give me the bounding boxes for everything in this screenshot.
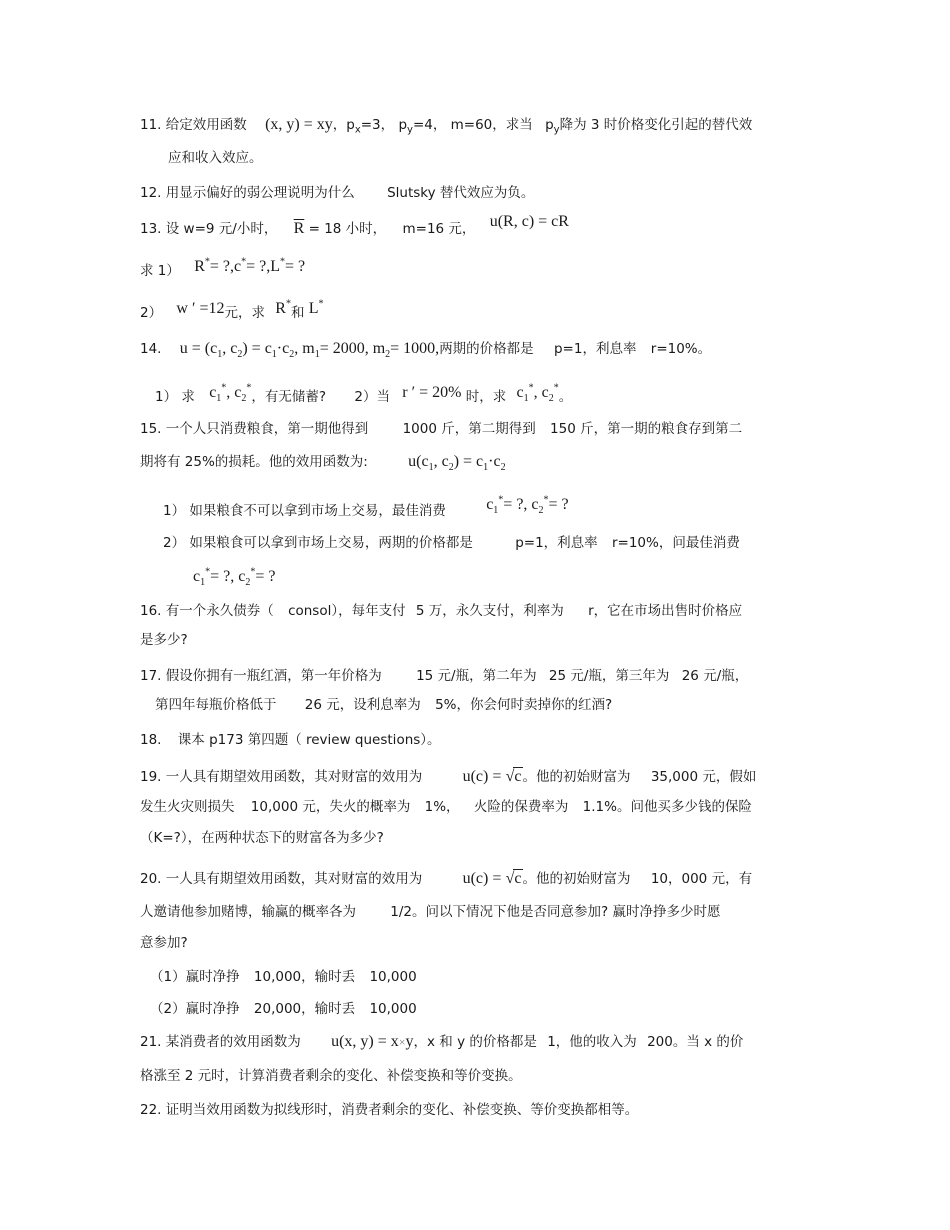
question-11-line-1 bbox=[140, 116, 752, 134]
formula: R bbox=[275, 300, 286, 317]
question-20-option-2 bbox=[150, 1000, 417, 1018]
question-19-line-2 bbox=[140, 798, 752, 816]
formula: , c bbox=[226, 384, 242, 401]
subscript: 2 bbox=[500, 462, 506, 474]
subscript: 2 bbox=[385, 349, 391, 361]
text: 。他的初始财富为 bbox=[522, 871, 631, 887]
text: 11. 给定效用函数 bbox=[140, 117, 247, 133]
text: 应和收入效应。 bbox=[168, 150, 263, 166]
formula: , m bbox=[294, 340, 315, 357]
question-14-parts bbox=[155, 382, 573, 406]
text: 14. bbox=[140, 341, 162, 357]
text: 35,000 元，假如 bbox=[650, 769, 757, 785]
subscript: 1 bbox=[523, 393, 529, 405]
question-13-part-2 bbox=[140, 298, 324, 322]
text: 25 元/瓶，第三年为 bbox=[548, 668, 670, 684]
text: ，有无储蓄? bbox=[251, 389, 327, 405]
superscript: * bbox=[246, 382, 252, 394]
text: 10,000，输时丢 bbox=[253, 969, 356, 985]
text: 是多少? bbox=[140, 632, 188, 648]
text: 21. 某消费者的效用函数为 bbox=[140, 1034, 301, 1050]
text: 。 bbox=[558, 389, 573, 405]
text: 15. 一个人只消费粮食，第一期他得到 bbox=[140, 421, 369, 437]
question-22 bbox=[140, 1101, 638, 1119]
text: 15 元/瓶，第二年为 bbox=[416, 668, 537, 684]
question-15-part-2 bbox=[163, 534, 740, 552]
text: Slutsky 替代效应为负。 bbox=[387, 185, 535, 201]
subscript: y bbox=[407, 124, 413, 136]
text: 降为 3 时价格变化引起的替代效 bbox=[559, 117, 753, 133]
formula: R bbox=[194, 258, 205, 275]
question-16-line-1 bbox=[140, 602, 742, 620]
formula: (x, y) = xy bbox=[265, 116, 333, 133]
question-21-line-1 bbox=[140, 1033, 743, 1051]
superscript: * bbox=[205, 566, 211, 578]
text: =4， m=60，求当 bbox=[412, 117, 533, 133]
subscript: y bbox=[553, 124, 560, 136]
question-18 bbox=[140, 731, 441, 749]
text: 12. 用显示偏好的弱公理说明为什么 bbox=[140, 185, 355, 201]
text: 10,000 元，失火的概率为 bbox=[250, 799, 411, 815]
formula: u(c) = bbox=[462, 768, 502, 785]
question-11-line-2 bbox=[168, 149, 263, 167]
question-21-line-2 bbox=[140, 1067, 522, 1085]
formula: = ? bbox=[285, 258, 306, 275]
text: r=10%，问最佳消费 bbox=[611, 535, 740, 551]
text: 和 bbox=[290, 305, 305, 321]
text: p=1，利息率 bbox=[515, 535, 598, 551]
text: 17. 假设你拥有一瓶红酒，第一年价格为 bbox=[140, 668, 382, 684]
text: 10,000 bbox=[369, 969, 417, 985]
formula: u = (c bbox=[179, 340, 218, 357]
question-20-line-1 bbox=[140, 869, 752, 888]
subscript: 1 bbox=[483, 462, 489, 474]
text: 1%， bbox=[424, 799, 460, 815]
text: ，x 和 y 的价格都是 bbox=[413, 1034, 537, 1050]
text: 200。当 x 的价 bbox=[647, 1034, 744, 1050]
text: 26 元，设利息率为 bbox=[304, 697, 421, 713]
text: 意参加? bbox=[140, 935, 188, 951]
text: 5%，你会何时卖掉你的红酒? bbox=[435, 697, 613, 713]
question-15-part-2-answer bbox=[193, 566, 276, 589]
text: consol），每年支付 bbox=[288, 603, 406, 619]
text: =3， p bbox=[360, 117, 408, 133]
question-13 bbox=[140, 213, 569, 238]
question-20-option-1 bbox=[150, 968, 417, 986]
text: 150 斤，第一期的粮食存到第二 bbox=[550, 421, 743, 437]
superscript: * bbox=[553, 382, 559, 394]
formula: , c bbox=[433, 453, 449, 470]
text: 13. 设 w=9 元/小时， bbox=[140, 221, 278, 237]
formula: = 2000, m bbox=[319, 340, 386, 357]
text: 5 万，永久支付，利率为 bbox=[415, 603, 564, 619]
text: 格涨至 2 元时，计算消费者剩余的变化、补偿变换和等价变换。 bbox=[140, 1068, 522, 1084]
text: 20. 一人具有期望效用函数，其对财富的效用为 bbox=[140, 871, 423, 887]
sqrt-symbol: √c bbox=[505, 768, 522, 785]
formula: c bbox=[514, 870, 522, 887]
question-15-line-2 bbox=[140, 453, 506, 474]
text: = 18 小时， bbox=[308, 221, 387, 237]
subscript: 2 bbox=[245, 577, 251, 589]
subscript: 1 bbox=[271, 349, 277, 361]
superscript: * bbox=[204, 256, 210, 268]
text: r=10%。 bbox=[650, 341, 712, 357]
formula: c bbox=[486, 496, 494, 513]
subscript: 2 bbox=[548, 393, 554, 405]
text: 发生火灾则损失 bbox=[140, 799, 235, 815]
text: 1） 如果粮食不可以拿到市场上交易，最佳消费 bbox=[163, 503, 446, 519]
formula: r ′ = 20% bbox=[402, 384, 462, 401]
formula: c bbox=[209, 384, 217, 401]
superscript: * bbox=[285, 298, 291, 310]
formula: c bbox=[514, 768, 522, 785]
text: 10，000 元，有 bbox=[650, 871, 753, 887]
superscript: * bbox=[528, 382, 534, 394]
text: 1/2。问以下情况下他是否同意参加? 赢时净挣多少时愿 bbox=[390, 904, 721, 920]
formula: ·c bbox=[276, 340, 290, 357]
text: 20,000，输时丢 bbox=[253, 1001, 356, 1017]
subscript: 1 bbox=[493, 505, 499, 517]
formula: u(c) = bbox=[462, 870, 502, 887]
formula: = ?, c bbox=[210, 568, 246, 585]
text: 元，求 bbox=[224, 305, 265, 321]
text: 16. 有一个永久债券（ bbox=[140, 603, 274, 619]
formula: ) = c bbox=[453, 453, 484, 470]
question-14 bbox=[140, 340, 712, 361]
formula: = ? bbox=[255, 568, 276, 585]
formula: c bbox=[516, 384, 524, 401]
superscript: * bbox=[318, 298, 324, 310]
question-15-line-1 bbox=[140, 420, 742, 438]
question-20-line-2 bbox=[140, 903, 720, 921]
superscript: * bbox=[250, 566, 256, 578]
subscript: 1 bbox=[314, 349, 320, 361]
question-12 bbox=[140, 184, 534, 202]
subscript: 2 bbox=[448, 462, 454, 474]
formula: c bbox=[193, 568, 201, 585]
superscript: * bbox=[543, 494, 549, 506]
subscript: 1 bbox=[200, 577, 206, 589]
formula: = ?, c bbox=[503, 496, 539, 513]
formula: w ′ =12 bbox=[176, 300, 225, 317]
text: 。他的初始财富为 bbox=[522, 769, 631, 785]
subscript: 1 bbox=[217, 349, 223, 361]
formula: , c bbox=[222, 340, 238, 357]
text: 1000 斤，第二期得到 bbox=[402, 421, 536, 437]
formula: ) = c bbox=[242, 340, 272, 357]
text: （1）赢时净挣 bbox=[150, 969, 240, 985]
text: 人邀请他参加赌博，输赢的概率各为 bbox=[140, 904, 356, 920]
subscript: 1 bbox=[216, 393, 222, 405]
question-20-line-3 bbox=[140, 934, 188, 952]
text: m=16 元， bbox=[402, 221, 476, 237]
question-17-line-2 bbox=[155, 696, 612, 714]
text: （2）赢时净挣 bbox=[150, 1001, 240, 1017]
subscript: x bbox=[354, 124, 361, 136]
question-16-line-2 bbox=[140, 631, 188, 649]
superscript: * bbox=[280, 256, 285, 268]
text: 1.1%。问他买多少钱的保险 bbox=[582, 799, 752, 815]
superscript: * bbox=[498, 494, 504, 506]
text: 1） 求 bbox=[155, 389, 195, 405]
superscript: * bbox=[221, 382, 227, 394]
formula: = 1000, bbox=[390, 340, 440, 357]
text: 期将有 25%的损耗。他的效用函数为: bbox=[140, 454, 368, 470]
subscript: 2 bbox=[289, 349, 295, 361]
question-19-line-1 bbox=[140, 767, 756, 786]
formula: , c bbox=[533, 384, 549, 401]
subscript: 1 bbox=[428, 462, 434, 474]
subscript: 2 bbox=[237, 349, 243, 361]
subscript: 2 bbox=[241, 393, 247, 405]
formula: = ? bbox=[548, 496, 569, 513]
formula: u(x, y) = x bbox=[331, 1033, 399, 1050]
text: 10,000 bbox=[369, 1001, 417, 1017]
text: p bbox=[545, 117, 554, 133]
text: 第四年每瓶价格低于 bbox=[155, 697, 277, 713]
question-19-line-3 bbox=[140, 829, 384, 847]
text: p=1，利息率 bbox=[553, 341, 637, 357]
text: 求 1） bbox=[140, 263, 180, 279]
text: ，p bbox=[332, 117, 355, 133]
question-13-part-1 bbox=[140, 256, 306, 280]
text: 2） bbox=[140, 305, 163, 321]
text: （K=?），在两种状态下的财富各为多少? bbox=[140, 830, 384, 846]
formula: L bbox=[308, 300, 319, 317]
text: 火险的保费率为 bbox=[473, 799, 569, 815]
formula: u(c bbox=[408, 453, 429, 470]
subscript: 2 bbox=[538, 505, 544, 517]
formula: $\overline{R}$ bbox=[293, 220, 305, 237]
question-15-part-1 bbox=[163, 494, 569, 520]
text: 2）当 bbox=[354, 389, 390, 405]
formula: = ?,L bbox=[246, 258, 280, 275]
text: 19. 一人具有期望效用函数，其对财富的效用为 bbox=[140, 769, 423, 785]
formula: u(R, c) = cR bbox=[489, 213, 569, 230]
formula: = ?,c bbox=[209, 258, 242, 275]
formula: y bbox=[405, 1033, 414, 1050]
superscript: * bbox=[241, 256, 247, 268]
text: r，它在市场出售时价格应 bbox=[588, 603, 743, 619]
times-symbol: × bbox=[398, 1035, 406, 1049]
question-17-line-1 bbox=[140, 667, 748, 685]
text: 2） 如果粮食可以拿到市场上交易，两期的价格都是 bbox=[163, 535, 473, 551]
text: 22. 证明当效用函数为拟线形时，消费者剩余的变化、补偿变换、等价变换都相等。 bbox=[140, 1102, 639, 1118]
text: 1，他的收入为 bbox=[547, 1034, 637, 1050]
text: 两期的价格都是 bbox=[439, 341, 534, 357]
text: 课本 p173 第四题（ review questions）。 bbox=[177, 732, 441, 748]
formula: ·c bbox=[488, 453, 501, 470]
text: 18. bbox=[140, 732, 162, 748]
text: 时，求 bbox=[465, 389, 507, 405]
sqrt-symbol: √c bbox=[505, 870, 522, 887]
text: 26 元/瓶， bbox=[681, 668, 749, 684]
